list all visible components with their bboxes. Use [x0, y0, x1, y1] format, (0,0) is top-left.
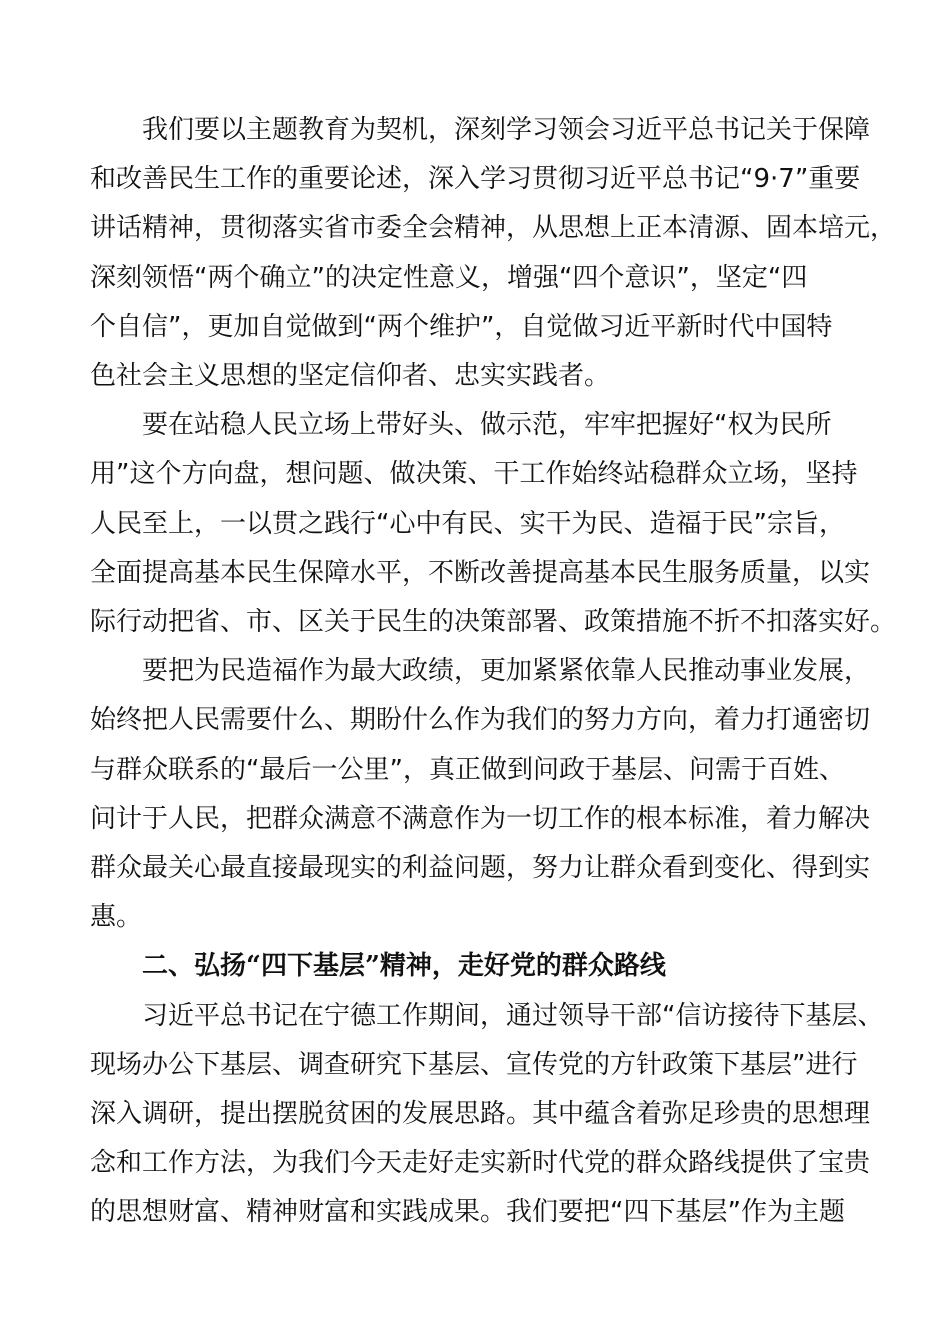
text-line: 和改善民生工作的重要论述，深入学习贯彻习近平总书记“9·7”重要: [90, 164, 861, 195]
text-line: 惠。: [90, 902, 143, 933]
text-line: 际行动把省、市、区关于民生的决策部署、政策措施不折不扣落实好。: [90, 607, 897, 638]
text-line: 始终把人民需要什么、期盼什么作为我们的努力方向，着力打通密切: [90, 705, 871, 736]
text-line: 全面提高基本民生保障水平，不断改善提高基本民生服务质量，以实: [90, 557, 871, 588]
text-line: 群众最关心最直接最现实的利益问题，努力让群众看到变化、得到实: [90, 853, 871, 884]
text-line: 念和工作方法，为我们今天走好走实新时代党的群众路线提供了宝贵: [90, 1148, 871, 1179]
text-line: 用”这个方向盘，想问题、做决策、干工作始终站稳群众立场，坚持: [90, 459, 858, 490]
document-page: [90, 106, 897, 1238]
paragraph-2: [90, 401, 897, 647]
text-line: 的思想财富、精神财富和实践成果。我们要把“四下基层”作为主题: [90, 1197, 845, 1228]
paragraph-1: [90, 106, 897, 401]
paragraph-3: [90, 647, 870, 942]
text-line: 深入调研，提出摆脱贫困的发展思路。其中蕴含着弥足珍贵的思想理: [90, 1099, 871, 1130]
text-line: 个自信”，更加自觉做到“两个维护”，自觉做习近平新时代中国特: [90, 311, 833, 342]
text-line: 要在站稳人民立场上带好头、做示范，牢牢把握好“权为民所: [142, 410, 832, 441]
text-line: 与群众联系的“最后一公里”，真正做到问政于基层、问需于百姓、: [90, 754, 845, 785]
text-line: 讲话精神，贯彻落实省市委全会精神，从思想上正本清源、固本培元，: [90, 213, 897, 244]
text-line: 人民至上，一以贯之践行“心中有民、实干为民、造福于民”宗旨，: [90, 508, 845, 539]
text-line: 现场办公下基层、调查研究下基层、宣传党的方针政策下基层”进行: [90, 1049, 858, 1080]
text-line: 习近平总书记在宁德工作期间，通过领导干部“信访接待下基层、: [142, 1000, 884, 1031]
text-line: 我们要以主题教育为契机，深刻学习领会习近平总书记关于保障: [142, 115, 871, 145]
text-line: 色社会主义思想的坚定信仰者、忠实实践者。: [90, 361, 611, 392]
text-line: 问计于人民，把群众满意不满意作为一切工作的根本标准，着力解决: [90, 803, 871, 834]
text-line: 深刻领悟“两个确立”的决定性意义，增强“四个意识”，坚定“四: [90, 262, 808, 293]
paragraph-4: [90, 992, 884, 1238]
section-heading: 二、弘扬“四下基层”精神，走好党的群众路线: [142, 951, 666, 982]
text-line: 要把为民造福作为最大政绩，更加紧紧依靠人民推动事业发展，: [142, 656, 871, 687]
